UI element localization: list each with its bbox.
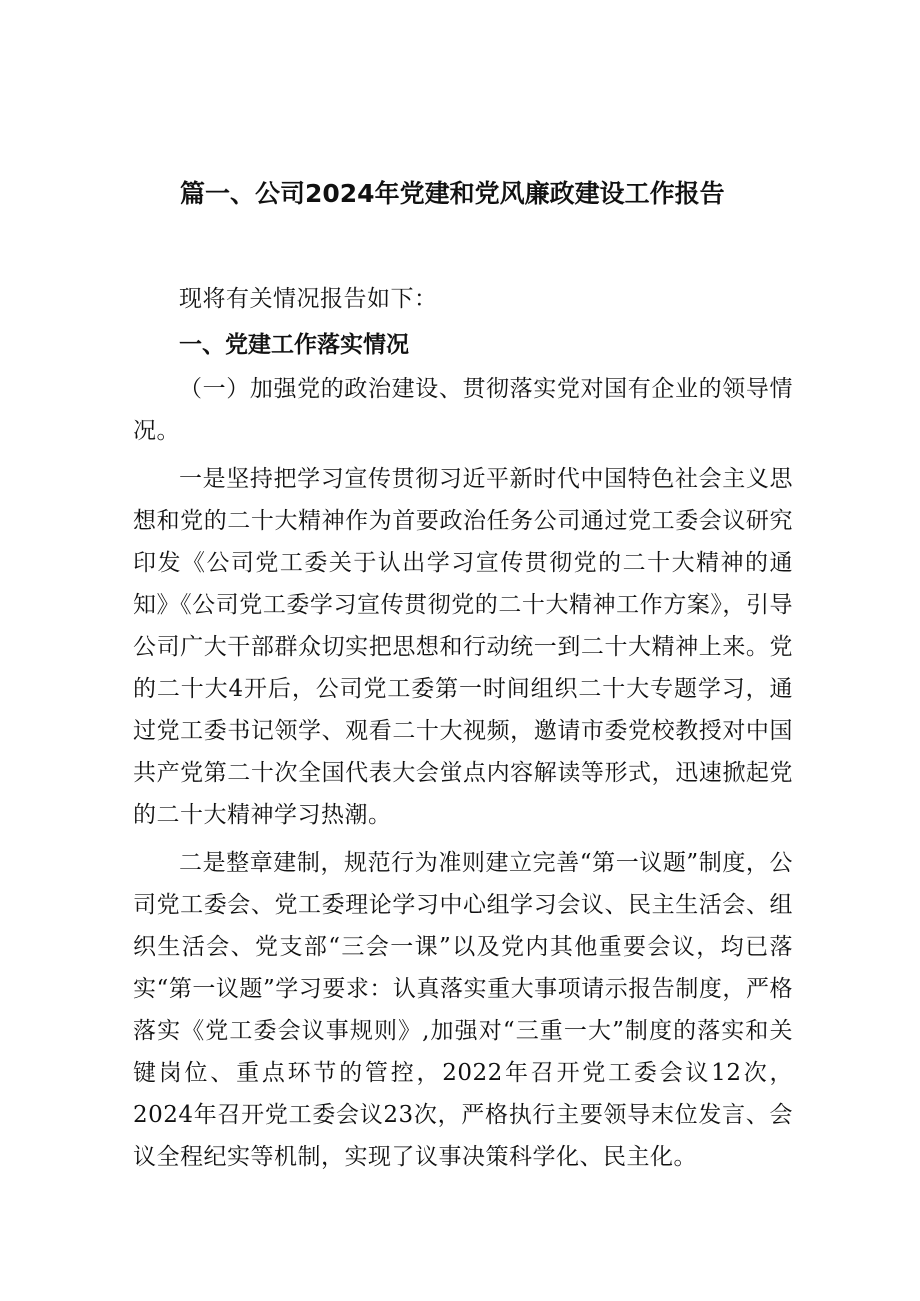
- intro-paragraph: 现将有关情况报告如下：: [179, 286, 438, 312]
- body-paragraph-2: 二是整章建制，规范行为准则建立完善“第一议题”制度，公司党工委会、党工委理论学习中心组学习会议、民主生活会、组织生活会、党支部“三会一课”以及党内其他重要会议，均已落实“第一议题”学习要求：认真落实重大事项请示报告制度，严格落实《党工委会议事规则》,加强对“三重一大”制度的落实和关键岗位、重点环节的管控，2022年召开党工委会议12次，2024年召开党工委会议23次，严格执行主要领导末位发言、会议全程纪实等机制，实现了议事决策科学化、民主化。: [133, 850, 793, 1170]
- body-paragraph-1: 一是坚持把学习宣传贯彻习近平新时代中国特色社会主义思想和党的二十大精神作为首要政治任务公司通过党工委会议研究印发《公司党工委关于认出学习宣传贯彻党的二十大精神的通知》《公司党工委学习宣传贯彻党的二十大精神工作方案》，引导公司广大干部群众切实把思想和行动统一到二十大精神上来。党的二十大4开后，公司党工委第一时间组织二十大专题学习，通过党工委书记领学、观看二十大视频，邀请市委党校教授对中国共产党第二十次全国代表大会蛍点内容解读等形式，迅速掀起党的二十大精神学习热潮。: [133, 466, 793, 828]
- document-title: 篇一、公司2024年党建和党风廉政建设工作报告: [180, 179, 725, 208]
- section-heading: 一、党建工作落实情况: [179, 332, 409, 358]
- subsection-heading: （一）加强党的政治建设、贯彻落实党对国有企业的领导情况。: [133, 376, 793, 444]
- document-body: [133, 278, 793, 1178]
